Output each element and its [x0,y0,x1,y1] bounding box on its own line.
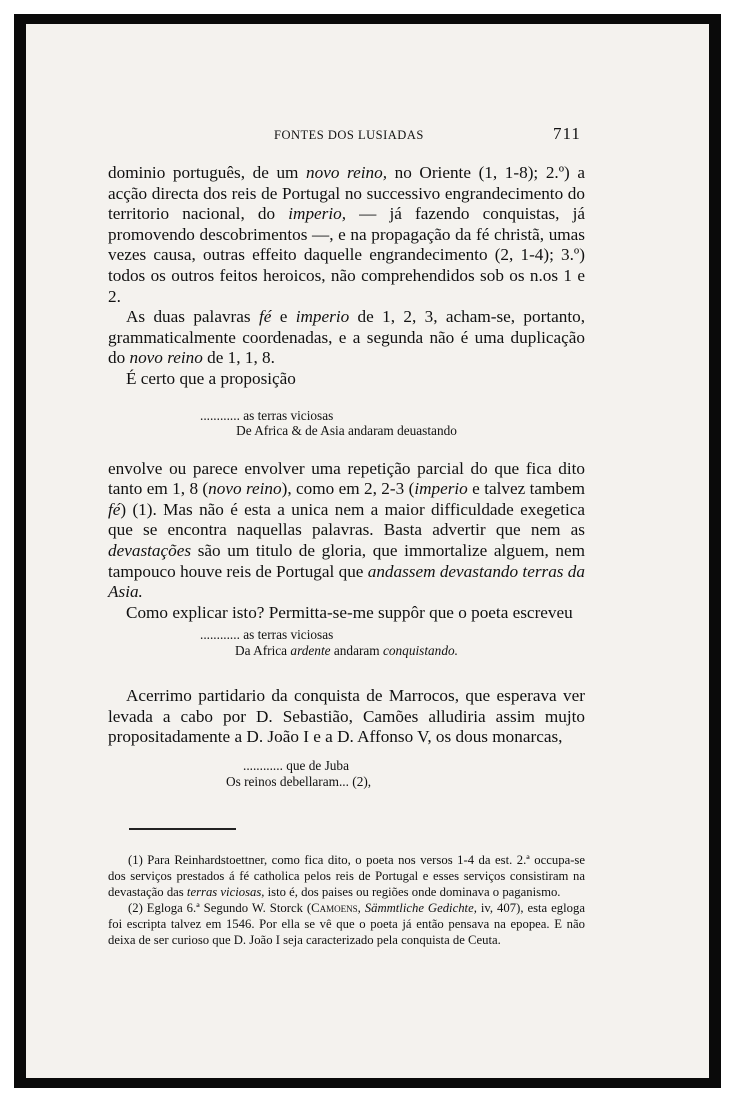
book-page [26,24,709,1078]
verse-line: ............ as terras viciosas [200,627,334,643]
footnote-2: (2) Egloga 6.ª Segundo W. Storck (Camoens, Sämmtliche Gedichte, iv, 407), esta egloga foi escripta talvez em 1546. Por ella se vê que o poeta já então pensava na epopea. E não deixa de ser curioso que D. João I seja caracterizado pela conquista de Ceuta. [108,901,585,947]
verse-line: ............ que de Juba [243,758,349,774]
paragraph-5: Como explicar isto? Permitta-se-me suppôr que o poeta escreveu [126,602,573,622]
paragraph-4: envolve ou parece envolver uma repetição parcial do que fica dito tanto em 1, 8 (novo reino), como em 2, 2-3 (imperio e talvez tambem fé) (1). Mas não é esta a unica nem a maior difficuldade exegetica que se encontra naquellas palavras. Basta advertir que nem as devastações são um titulo de gloria, que immortalize alguem, nem tampouco houve reis de Portugal que andassem devastando terras da Asia. [108,458,585,602]
verse-quote-1 [108,408,585,439]
verse-line: Os reinos debellaram... (2), [226,773,372,789]
running-title: FONTES DOS LUSIADAS [274,128,424,142]
page-number: 711 [553,124,581,143]
main-text [108,163,585,809]
footnote-1: (1) Para Reinhardstoettner, como fica dito, o poeta nos versos 1-4 da est. 2.ª occupa-se dos serviços prestados á fé catholica pelos reis de Portugal e esses serviços consistiram na devastação das terras viciosas, isto é, dos paises ou regiões onde dominava o paganismo. [108,853,585,899]
verse-line: ............ as terras viciosas [200,407,334,423]
verse-quote-2 [108,627,585,658]
verse-quote-3 [108,758,585,789]
paragraph-2: As duas palavras fé e imperio de 1, 2, 3, acham-se, portanto, grammaticalmente coordenadas, e a segunda não é uma duplicação do novo reino de 1, 1, 8. [108,307,585,368]
verse-line: Da Africa ardente andaram conquistando. [235,642,458,658]
paragraph-3: É certo que a proposição [126,368,296,388]
footnote-rule [129,828,236,830]
paragraph-6: Acerrimo partidario da conquista de Marrocos, que esperava ver levada a cabo por D. Sebastião, Camões alludiria assim mujto propositadamente a D. João I e a D. Affonso V, os dous monarcas, [108,686,585,747]
footnotes [108,853,585,950]
verse-line: De Africa & de Asia andaram deuastando [236,423,457,439]
paragraph-1: dominio português, de um novo reino, no Oriente (1, 1-8); 2.º) a acção directa dos reis de Portugal no successivo engrandecimento do territorio nacional, do imperio, — já fazendo conquistas, já promovendo descobrimentos —, e na propagação da fé christã, umas vezes causa, outras effeito daquelle engrandecimento (2, 1-4); 3.º) todos os outros feitos heroicos, não comprehendidos sob os n.os 1 e 2. [108,163,586,306]
